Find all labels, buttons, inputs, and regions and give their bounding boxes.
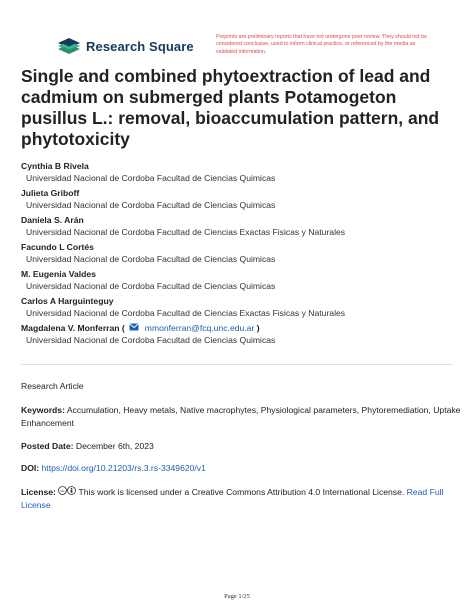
article-type [21, 380, 461, 393]
attribution-icon [67, 486, 76, 499]
posted-date-value: December 6th, 2023 [75, 441, 154, 451]
posted-date-label: Posted Date: [21, 441, 74, 451]
doi-link[interactable]: https://doi.org/10.21203/rs.3.rs-3349620/v1 [41, 463, 206, 473]
logo-text: Research Square [86, 38, 194, 54]
license-text: This work is licensed under a Creative Commons Attribution 4.0 International License. [78, 487, 405, 497]
author-affiliation: Universidad Nacional de Cordoba Facultad de Ciencias Quimicas [26, 335, 276, 345]
author-name[interactable]: Julieta Griboff [21, 188, 80, 198]
open-paren: ( [119, 323, 125, 333]
keywords-label: Keywords: [21, 405, 65, 415]
author-entry [21, 268, 461, 292]
author-entry [21, 295, 461, 319]
keywords-value: Accumulation, Heavy metals, Native macrophytes, Physiological parameters, Phytoremediation, Uptake Enhancement [21, 405, 461, 428]
envelope-icon [129, 322, 139, 334]
author-email-link[interactable]: mmonferran@fcq.unc.edu.ar [144, 323, 255, 333]
author-name[interactable]: Magdalena V. Monferran [21, 323, 120, 333]
author-entry [21, 241, 461, 265]
author-name[interactable]: Daniela S. Arán [21, 215, 84, 225]
doi-label: DOI: [21, 463, 40, 473]
license-block [21, 486, 461, 512]
header [0, 0, 474, 62]
author-entry [21, 214, 461, 238]
author-affiliation: Universidad Nacional de Cordoba Facultad de Ciencias Exactas Fisicas y Naturales [26, 308, 346, 318]
research-square-logo[interactable] [58, 38, 194, 54]
author-name[interactable]: Cynthia B Rivela [21, 161, 89, 171]
paper-title: Single and combined phytoextraction of lead and cadmium on submerged plants Potamogeton pusillus L.: removal, bioaccumulation pattern, and phytotoxicity [21, 66, 440, 149]
author-affiliation: Universidad Nacional de Cordoba Facultad de Ciencias Exactas Fisicas y Naturales [26, 227, 346, 237]
creative-commons-icon [58, 486, 67, 499]
author-entry [21, 160, 461, 184]
keywords-block [21, 404, 461, 430]
corresponding-author-row [21, 322, 461, 334]
doi-block [21, 462, 461, 475]
author-affiliation: Universidad Nacional de Cordoba Facultad de Ciencias Quimicas [26, 254, 276, 264]
research-square-logo-icon [58, 38, 80, 54]
article-type-label: Research Article [21, 381, 84, 391]
author-name[interactable]: M. Eugenia Valdes [21, 269, 96, 279]
author-entry [21, 187, 461, 211]
close-paren: ) [254, 323, 260, 333]
read-full-license-link[interactable]: Read Full License [21, 487, 444, 511]
posted-date-block [21, 440, 461, 453]
author-name[interactable]: Facundo L Cortés [21, 242, 94, 252]
author-affiliation: Universidad Nacional de Cordoba Facultad de Ciencias Quimicas [26, 173, 276, 183]
preprint-disclaimer: Preprints are preliminary reports that have not undergone peer review. They should not be considered conclusive, used to inform clinical practice, or referenced by the media as validated information. [216, 34, 428, 55]
author-list [21, 160, 461, 349]
page-number: Page 1/25 [224, 593, 250, 600]
author-entry [21, 322, 461, 346]
license-label: License: [21, 487, 56, 497]
author-name[interactable]: Carlos A Harguinteguy [21, 296, 114, 306]
section-divider [21, 364, 453, 365]
svg-text:cc: cc [60, 488, 65, 494]
author-affiliation: Universidad Nacional de Cordoba Facultad de Ciencias Quimicas [26, 281, 276, 291]
author-affiliation: Universidad Nacional de Cordoba Facultad de Ciencias Quimicas [26, 200, 276, 210]
